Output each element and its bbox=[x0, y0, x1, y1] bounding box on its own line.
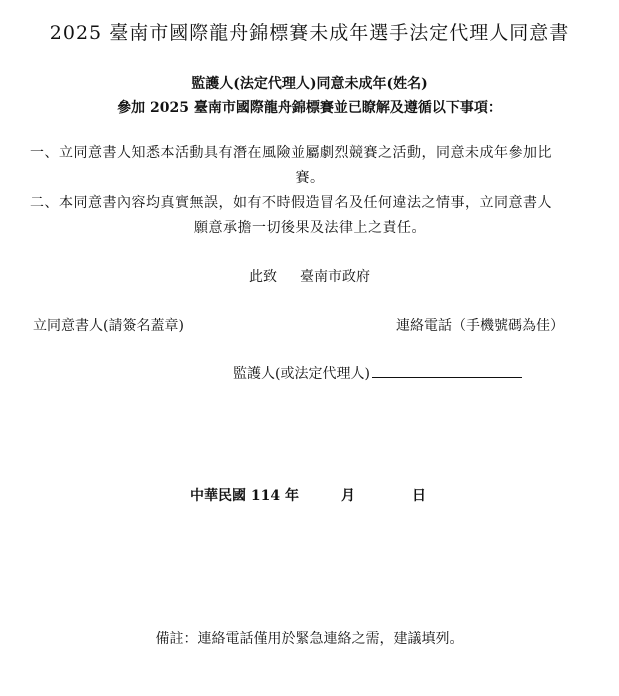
date-day: 日 bbox=[412, 488, 426, 504]
addressee-name: 臺南市政府 bbox=[299, 269, 370, 285]
clause-1 bbox=[30, 141, 590, 191]
guardian-label: 監護人(或法定代理人) bbox=[233, 366, 370, 382]
intro-guardian-line: 監護人(法定代理人)同意未成年(姓名) bbox=[191, 76, 428, 92]
clause-2 bbox=[30, 191, 590, 241]
guardian-signature-row bbox=[233, 363, 522, 383]
footnote: 備註：連絡電話僅用於緊急連絡之需，建議填列。 bbox=[155, 631, 464, 647]
intro-event-line: 參加 2025 臺南市國際龍舟錦標賽並已瞭解及遵循以下事項： bbox=[117, 100, 502, 116]
phone-label: 連絡電話（手機號碼為佳） bbox=[396, 318, 564, 334]
addressee-line bbox=[0, 266, 619, 286]
clause-1-line-2: 賽。 bbox=[295, 170, 325, 186]
date-year: 中華民國 114 年 bbox=[190, 488, 299, 504]
document-title: 2025 臺南市國際龍舟錦標賽未成年選手法定代理人同意書 bbox=[49, 22, 570, 44]
guardian-signature-line[interactable] bbox=[372, 363, 522, 378]
signer-label: 立同意書人(請簽名蓋章) bbox=[33, 318, 184, 334]
clause-2-line-2: 願意承擔一切後果及法律上之責任。 bbox=[194, 220, 426, 236]
clause-1-line-1: 一、立同意書人知悉本活動具有潛在風險並屬劇烈競賽之活動，同意未成年參加比 bbox=[30, 145, 552, 161]
date-month: 月 bbox=[341, 488, 355, 504]
addressee-prefix: 此致 bbox=[249, 269, 278, 285]
clause-2-line-1: 二、本同意書內容均真實無誤，如有不時假造冒名及任何違法之情事，立同意書人 bbox=[30, 195, 552, 211]
